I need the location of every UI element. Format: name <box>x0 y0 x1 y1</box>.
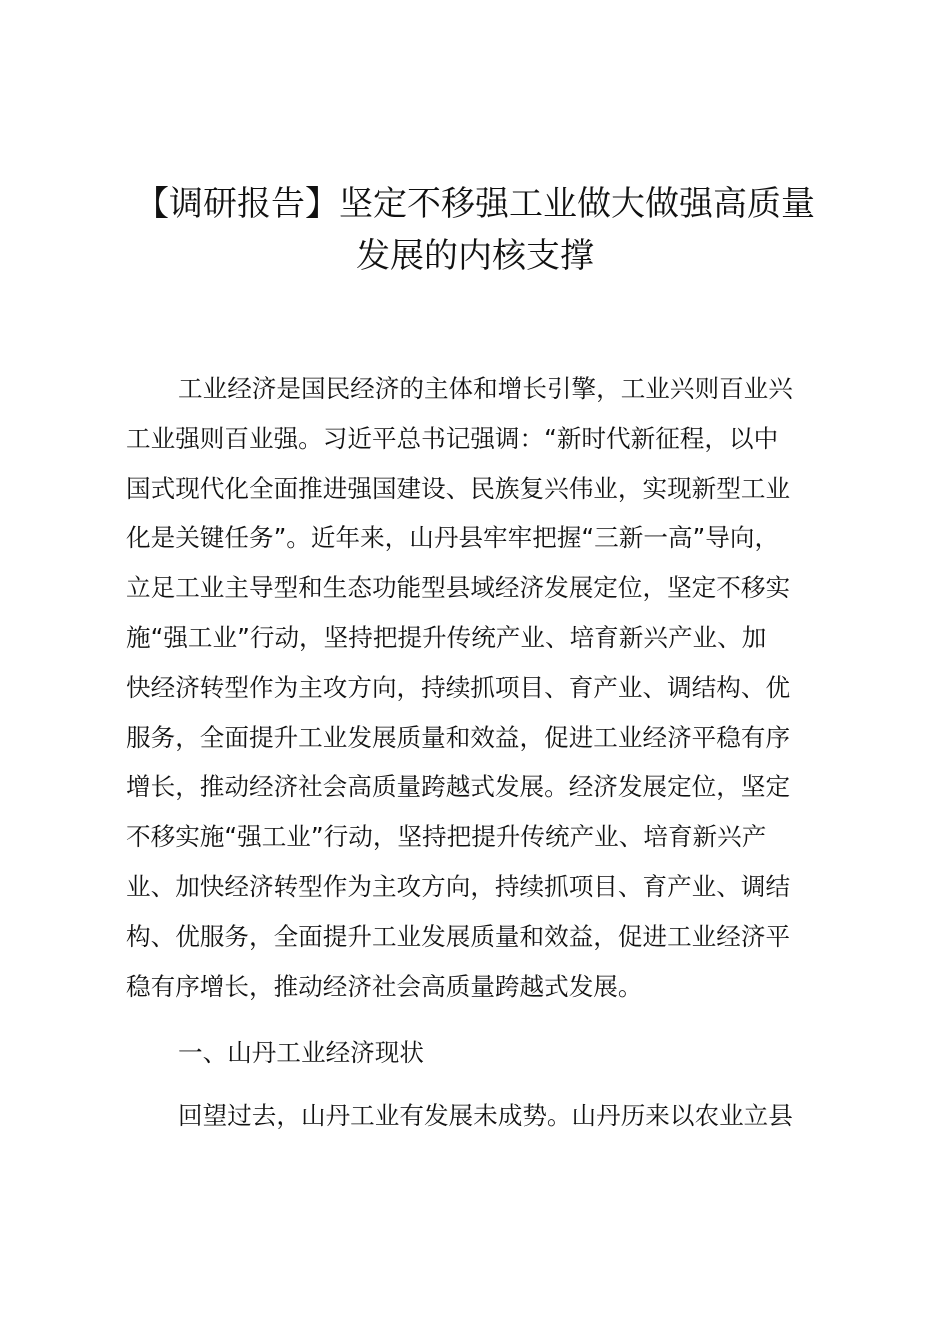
paragraph-line: 增长，推动经济社会高质量跨越式发展。经济发展定位，坚定 <box>126 772 791 802</box>
paragraph-line: 不移实施“强工业”行动，坚持把提升传统产业、培育新兴产 <box>126 822 767 852</box>
section-heading-1: 一、山丹工业经济现状 <box>178 1038 424 1067</box>
title-line-2: 发展的内核支撑 <box>356 236 594 276</box>
paragraph-line: 服务，全面提升工业发展质量和效益，促进工业经济平稳有序 <box>126 722 791 752</box>
paragraph-line: 国式现代化全面推进强国建设、民族复兴伟业，实现新型工业 <box>126 473 791 503</box>
paragraph-intro <box>126 364 834 1011</box>
paragraph-line: 工业强则百业强。习近平总书记强调：“新时代新征程，以中 <box>126 423 779 453</box>
document-title <box>110 178 840 282</box>
paragraph-line: 快经济转型作为主攻方向，持续抓项目、育产业、调结构、优 <box>126 672 791 702</box>
paragraph-line: 业、加快经济转型作为主攻方向，持续抓项目、育产业、调结 <box>126 871 791 901</box>
paragraph-line: 稳有序增长，推动经济社会高质量跨越式发展。 <box>126 971 643 1001</box>
paragraph-section1-start: 回望过去，山丹工业有发展未成势。山丹历来以农业立县 <box>178 1101 793 1130</box>
paragraph-line: 构、优服务，全面提升工业发展质量和效益，促进工业经济平 <box>126 921 791 951</box>
paragraph-line: 施“强工业”行动，坚持把提升传统产业、培育新兴产业、加 <box>126 622 767 652</box>
paragraph-line: 工业经济是国民经济的主体和增长引擎，工业兴则百业兴 <box>178 374 793 403</box>
paragraph-line: 立足工业主导型和生态功能型县域经济发展定位，坚定不移实 <box>126 573 791 603</box>
title-line-1: 【调研报告】坚定不移强工业做大做强高质量 <box>135 184 815 224</box>
paragraph-line: 化是关键任务”。近年来，山丹县牢牢把握“三新一高”导向， <box>126 523 780 553</box>
